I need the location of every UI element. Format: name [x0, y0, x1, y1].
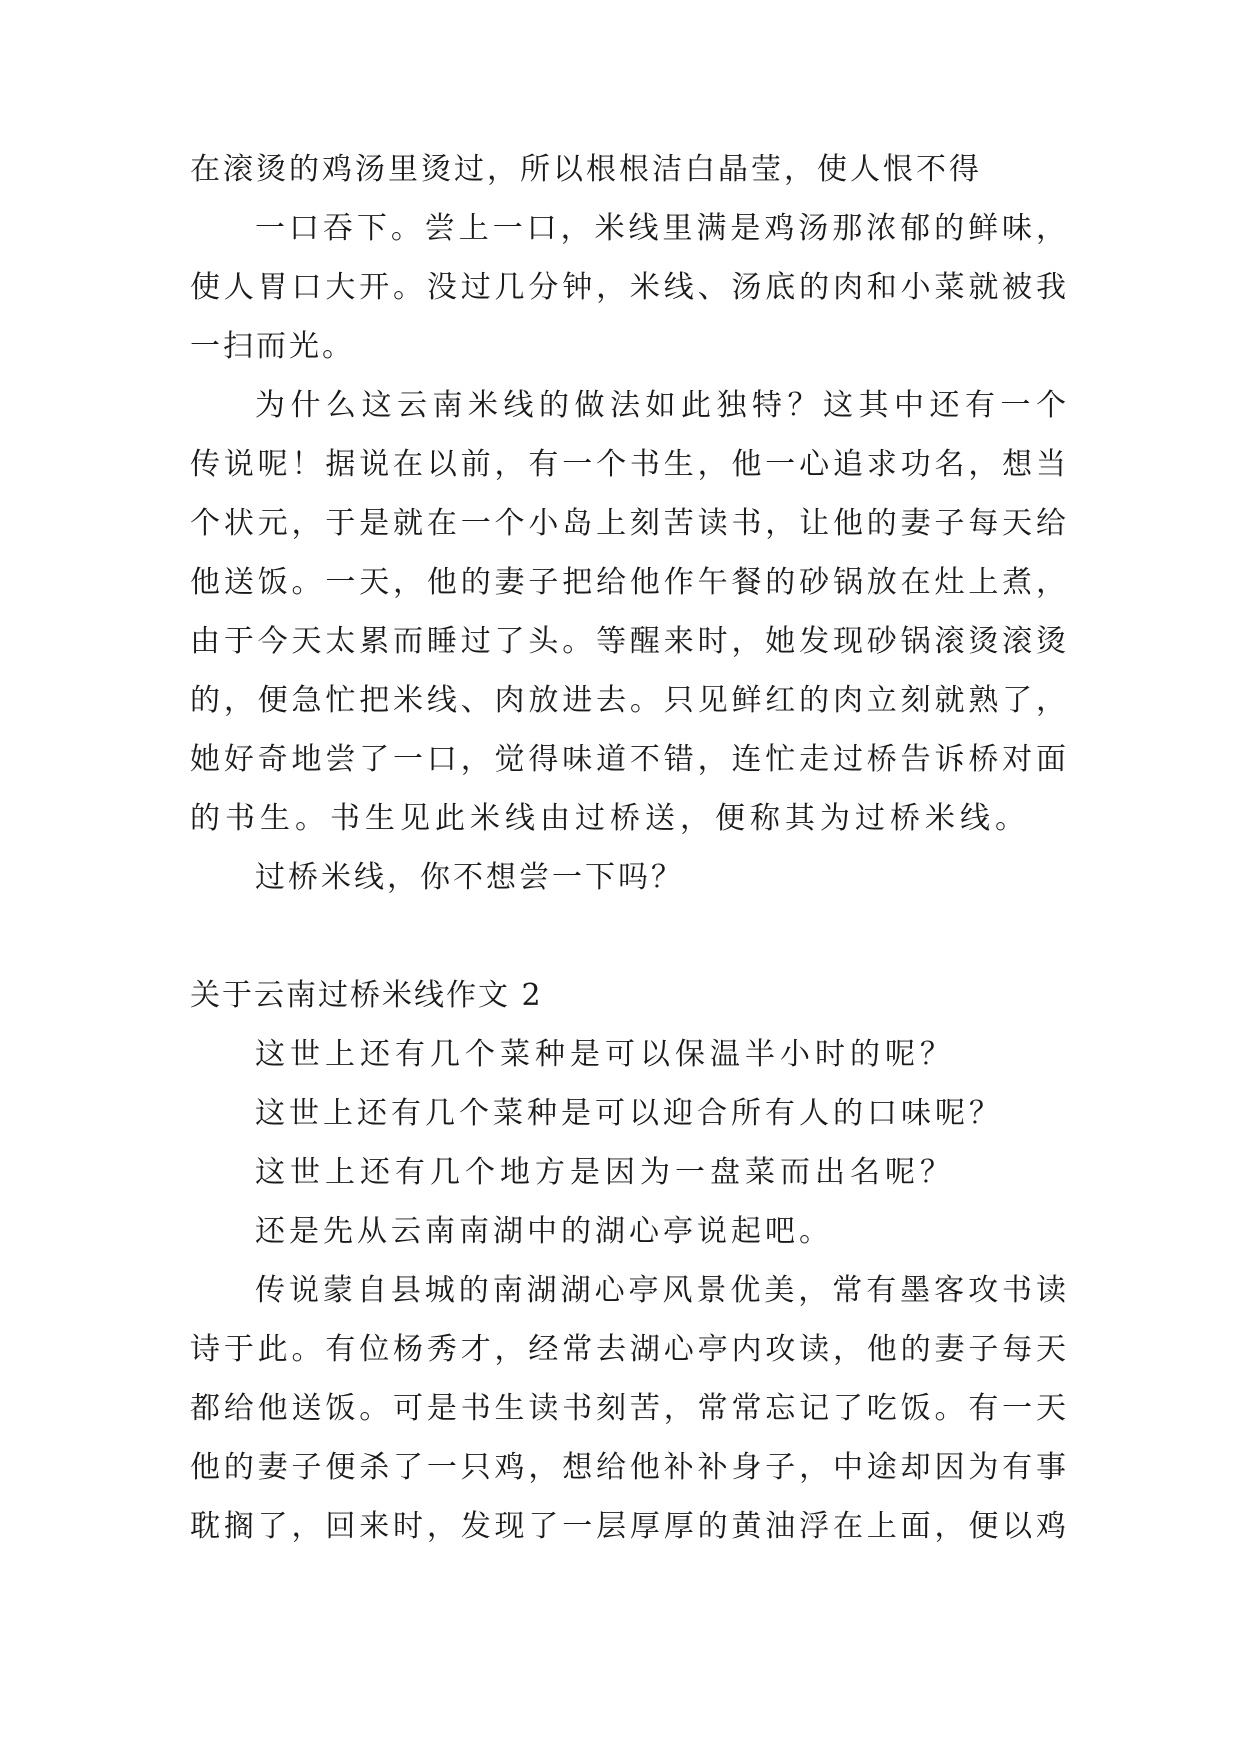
text-line: 还是先从云南南湖中的湖心亭说起吧。: [255, 1214, 833, 1249]
text-line: 传说蒙自县城的南湖湖心亭风景优美，常有墨客攻书读: [255, 1273, 1066, 1308]
text-line: 过桥米线，你不想尝一下吗？: [255, 860, 684, 895]
text-line: 这世上还有几个地方是因为一盘菜而出名呢？: [255, 1155, 955, 1190]
section-heading: 关于云南过桥米线作文 2: [190, 978, 543, 1013]
text-line: 他的妻子便杀了一只鸡，想给他补补身子，中途却因为有事: [190, 1450, 1066, 1485]
text-line: 他送饭。一天，他的妻子把给他作午餐的砂锅放在灶上煮，: [190, 565, 1066, 600]
text-line: 在滚烫的鸡汤里烫过，所以根根洁白晶莹，使人恨不得: [190, 152, 982, 187]
text-line: 她好奇地尝了一口，觉得味道不错，连忙走过桥告诉桥对面: [190, 742, 1066, 777]
text-line: 都给他送饭。可是书生读书刻苦，常常忘记了吃饭。有一天: [190, 1391, 1066, 1426]
text-line: 为什么这云南米线的做法如此独特？这其中还有一个: [255, 388, 1066, 423]
text-line: 一扫而光。: [190, 329, 355, 364]
text-line: 使人胃口大开。没过几分钟，米线、汤底的肉和小菜就被我: [190, 270, 1066, 305]
text-line: 的，便急忙把米线、肉放进去。只见鲜红的肉立刻就熟了，: [190, 683, 1066, 718]
text-line: 由于今天太累而睡过了头。等醒来时，她发现砂锅滚烫滚烫: [190, 624, 1066, 659]
text-line: 这世上还有几个菜种是可以迎合所有人的口味呢？: [255, 1096, 1003, 1131]
text-line: 传说呢！据说在以前，有一个书生，他一心追求功名，想当: [190, 447, 1066, 482]
text-line: 一口吞下。尝上一口，米线里满是鸡汤那浓郁的鲜味，: [255, 211, 1066, 246]
text-line: 的书生。书生见此米线由过桥送，便称其为过桥米线。: [190, 801, 1030, 836]
text-line: 个状元，于是就在一个小岛上刻苦读书，让他的妻子每天给: [190, 506, 1066, 541]
text-line: 诗于此。有位杨秀才，经常去湖心亭内攻读，他的妻子每天: [190, 1332, 1066, 1367]
text-line: 耽搁了，回来时，发现了一层厚厚的黄油浮在上面，便以鸡: [190, 1509, 1066, 1544]
text-line: 这世上还有几个菜种是可以保温半小时的呢？: [255, 1037, 955, 1072]
